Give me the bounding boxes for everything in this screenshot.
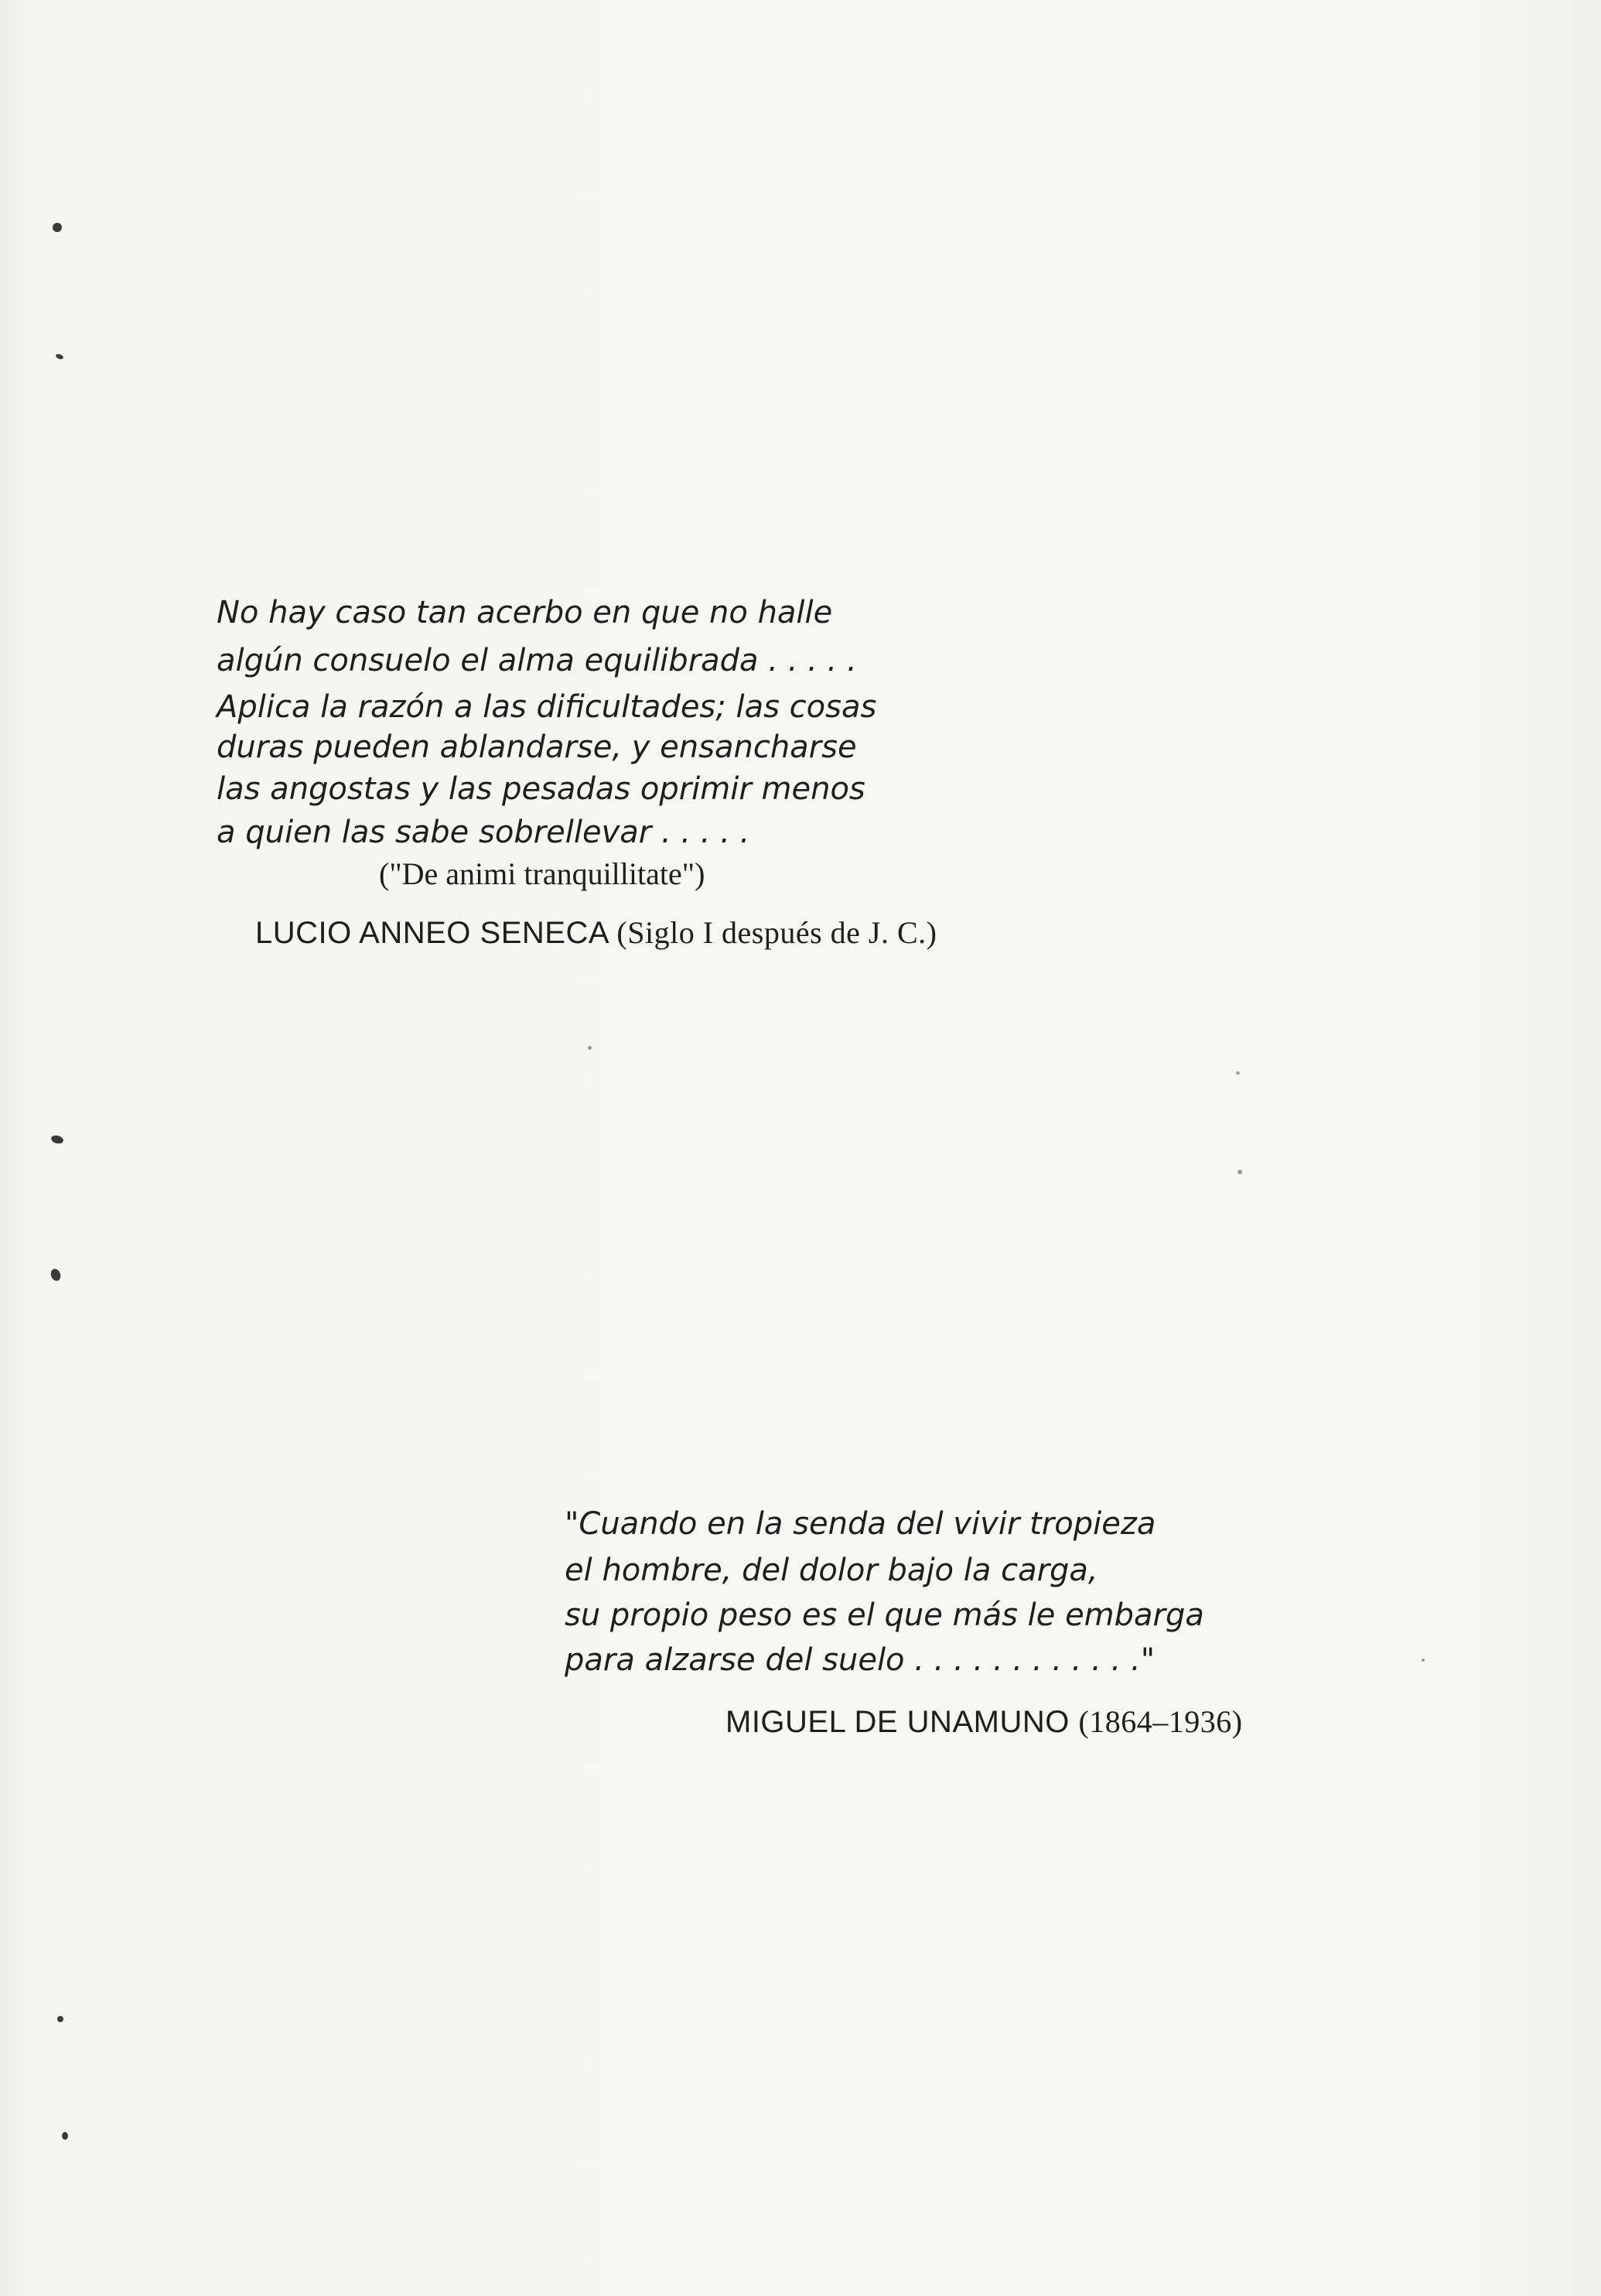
quote1-line: Aplica la razón a las dificultades; las cosas <box>217 689 877 725</box>
margin-mark <box>49 1267 63 1282</box>
margin-mark <box>62 2132 68 2140</box>
margin-mark <box>55 353 63 360</box>
paper-speck <box>588 1046 592 1050</box>
quote1-line: No hay caso tan acerbo en que no halle <box>217 595 833 630</box>
quote2-line: el hombre, del dolor bajo la carga, <box>565 1553 1098 1588</box>
quote1-author-meta: (Siglo I después de J. C.) <box>616 915 937 950</box>
quote1-author <box>255 917 937 948</box>
quote1-line: algún consuelo el alma equilibrada . . . . . <box>217 643 857 678</box>
quote2-author <box>725 1704 1243 1739</box>
margin-mark <box>57 2016 63 2022</box>
quote2-author-name: MIGUEL DE UNAMUNO <box>725 1705 1070 1739</box>
quote2-line: su propio peso es el que más le embarga <box>565 1597 1204 1633</box>
quote2-line: "Cuando en la senda del vivir tropieza <box>565 1506 1156 1542</box>
paper-speck <box>1237 1170 1242 1174</box>
margin-mark <box>50 1134 64 1145</box>
paper-speck <box>1422 1659 1425 1662</box>
quote1-line: a quien las sabe sobrellevar . . . . . <box>217 815 750 850</box>
margin-mark <box>53 223 62 232</box>
quote2-line: para alzarse del suelo . . . . . . . . . . . ." <box>565 1642 1156 1678</box>
quote1-work-title: ("De animi tranquillitate") <box>379 856 705 891</box>
quote1-author-name: LUCIO ANNEO SENECA <box>255 916 608 950</box>
quote1-line: duras pueden ablandarse, y ensancharse <box>217 729 857 765</box>
quote2-author-meta: (1864–1936) <box>1078 1704 1243 1739</box>
quote1-line: las angostas y las pesadas oprimir menos <box>217 771 865 807</box>
paper-speck <box>1236 1071 1240 1075</box>
